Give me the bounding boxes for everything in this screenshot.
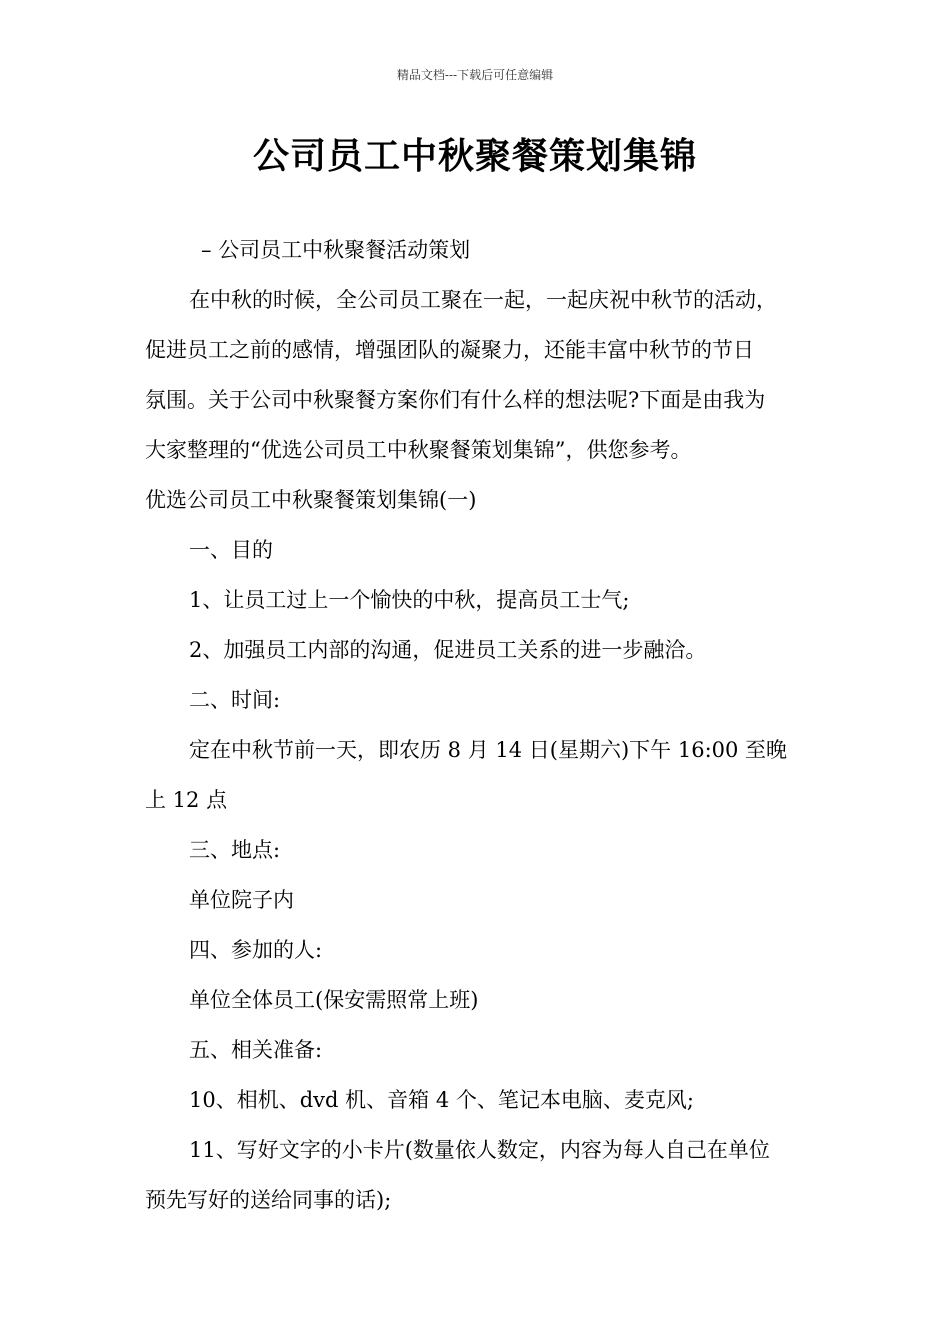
subtitle-line: – 公司员工中秋聚餐活动策划 <box>201 238 471 262</box>
list-heading: 五、相关准备: <box>189 1038 323 1062</box>
paragraph-line: 单位院子内 <box>189 888 294 912</box>
paragraph-line: 预先写好的送给同事的话); <box>145 1188 392 1212</box>
list-item: 11、写好文字的小卡片(数量依人数定，内容为每人自己在单位 <box>189 1138 770 1162</box>
section-heading: 优选公司员工中秋聚餐策划集锦(一) <box>145 488 477 512</box>
paragraph-line: 在中秋的时候，全公司员工聚在一起，一起庆祝中秋节的活动， <box>189 288 777 312</box>
document-body <box>145 225 845 1225</box>
paragraph-line: 促进员工之前的感情，增强团队的凝聚力，还能丰富中秋节的节日 <box>145 338 754 362</box>
list-heading: 一、目的 <box>189 538 273 562</box>
paragraph-line: 单位全体员工(保安需照常上班) <box>189 988 479 1012</box>
list-item: 1、让员工过上一个愉快的中秋，提高员工士气; <box>189 588 630 612</box>
list-heading: 四、参加的人: <box>189 938 323 962</box>
list-heading: 二、时间: <box>189 688 281 712</box>
list-item: 2、加强员工内部的沟通，促进员工关系的进一步融洽。 <box>189 638 707 662</box>
paragraph-line: 定在中秋节前一天，即农历 8 月 14 日(星期六)下午 16:00 至晚 <box>189 738 788 762</box>
header-note: 精品文档---下载后可任意编辑 <box>396 68 554 82</box>
list-heading: 三、地点: <box>189 838 281 862</box>
paragraph-line: 大家整理的“优选公司员工中秋聚餐策划集锦”，供您参考。 <box>145 438 692 462</box>
document-title: 公司员工中秋聚餐策划集锦 <box>252 136 697 177</box>
list-item: 10、相机、dvd 机、音箱 4 个、笔记本电脑、麦克风; <box>189 1088 694 1112</box>
paragraph-line: 上 12 点 <box>145 788 228 812</box>
paragraph-line: 氛围。关于公司中秋聚餐方案你们有什么样的想法呢?下面是由我为 <box>145 388 766 412</box>
